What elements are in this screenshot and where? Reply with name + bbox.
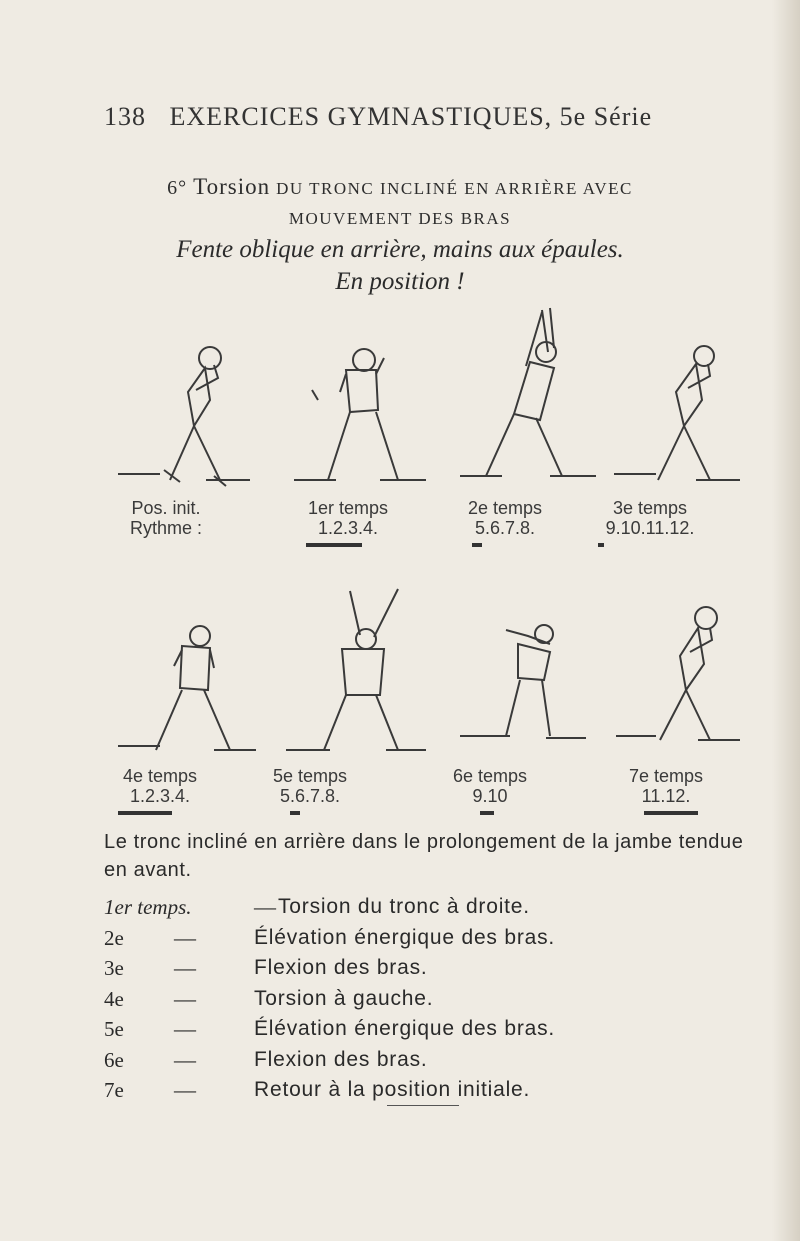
subtitle-line2: En position ! bbox=[335, 268, 465, 295]
step-row: 6e — Flexion des bras. bbox=[104, 1046, 428, 1072]
figure-1st-beat bbox=[280, 330, 430, 490]
figure-label-initial: Pos. init. Rythme : bbox=[129, 498, 203, 538]
rhythm-bar-5th bbox=[290, 811, 300, 815]
title-line2: MOUVEMENT DES BRAS bbox=[288, 209, 512, 228]
figure-label-5th: 5e temps 5.6.7.8. bbox=[272, 766, 348, 806]
step-row: 4e — Torsion à gauche. bbox=[104, 985, 434, 1011]
subtitle-line1: Fente oblique en arrière, mains aux épaules. bbox=[176, 236, 624, 263]
page-edge-shadow bbox=[772, 0, 800, 1241]
figure-6th-beat bbox=[450, 620, 600, 760]
exercise-title bbox=[40, 172, 760, 234]
rhythm-bar-7th bbox=[644, 811, 698, 815]
figure-3rd-beat bbox=[610, 330, 760, 490]
figure-5th-beat bbox=[280, 585, 430, 760]
step-row: 7e — Retour à la position initiale. bbox=[104, 1077, 531, 1102]
figure-label-4th: 4e temps 1.2.3.4. bbox=[122, 766, 198, 806]
step-row: 2e — Élévation énergique des bras. bbox=[104, 924, 556, 950]
rhythm-bar-1st bbox=[306, 543, 362, 547]
figure-initial-position bbox=[110, 330, 260, 490]
title-rest: DU TRONC INCLINÉ EN ARRIÈRE AVEC bbox=[276, 179, 633, 198]
step-row: 5e — Élévation énergique des bras. bbox=[104, 1016, 556, 1041]
title-word: Torsion bbox=[193, 174, 271, 199]
running-title: EXERCICES GYMNASTIQUES, 5e Série bbox=[169, 102, 653, 131]
figure-4th-beat bbox=[110, 620, 260, 760]
figure-7th-beat bbox=[610, 600, 760, 760]
rhythm-bar-4th bbox=[118, 811, 172, 815]
description-paragraph: Le tronc incliné en arrière dans le prolongement de la jambe tendue en avant. bbox=[104, 831, 744, 881]
figure-2nd-beat bbox=[450, 300, 600, 490]
rhythm-bar-6th bbox=[480, 811, 494, 815]
page-number: 138 bbox=[104, 102, 146, 131]
rhythm-bar-2nd bbox=[472, 543, 482, 547]
end-rule bbox=[387, 1105, 459, 1106]
rhythm-bar-3rd bbox=[598, 543, 604, 547]
figure-label-1st: 1er temps 1.2.3.4. bbox=[307, 498, 389, 538]
step-row: 1er temps. — Torsion du tronc à droite. bbox=[104, 894, 530, 919]
figure-label-7th: 7e temps 11.12. bbox=[628, 766, 704, 806]
figure-label-3rd: 3e temps 9.10.11.12. bbox=[605, 498, 695, 538]
figure-label-6th: 6e temps 9.10 bbox=[452, 766, 528, 806]
running-head bbox=[104, 102, 724, 132]
steps-list bbox=[104, 892, 724, 1106]
title-number: 6° bbox=[167, 177, 188, 199]
exercise-subtitle bbox=[40, 234, 760, 298]
step-row: 3e — Flexion des bras. bbox=[104, 955, 428, 980]
figure-label-2nd: 2e temps 5.6.7.8. bbox=[467, 498, 543, 538]
